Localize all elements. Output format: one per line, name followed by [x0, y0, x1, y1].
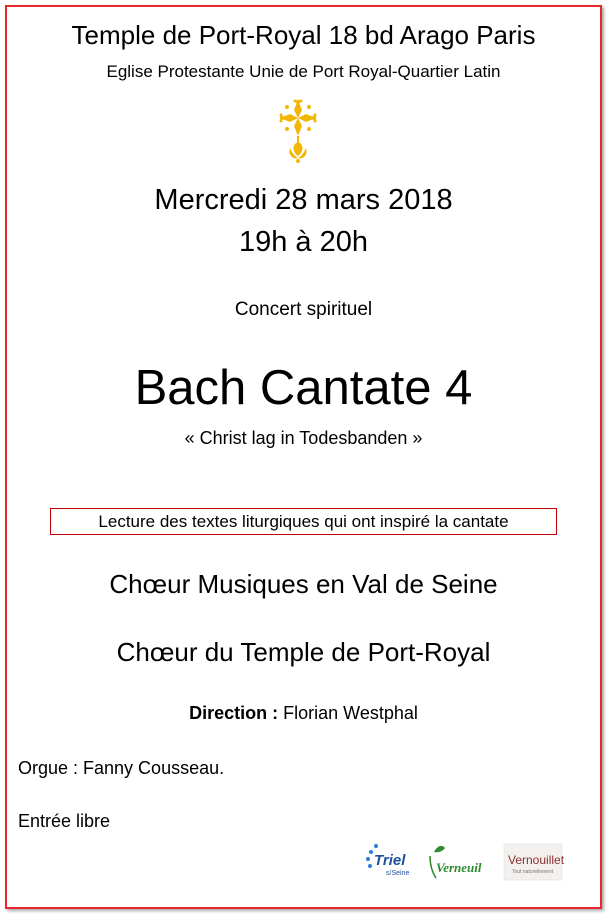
lecture-box: Lecture des textes liturgiques qui ont inspiré la cantate — [50, 508, 557, 535]
triel-text: Triel — [374, 852, 406, 869]
triel-logo — [366, 844, 409, 877]
event-title: Bach Cantate 4 — [134, 361, 473, 415]
event-date: Mercredi 28 mars 2018 — [154, 184, 453, 216]
verneuil-text: Verneuil — [436, 860, 482, 875]
choir-val-de-seine: Chœur Musiques en Val de Seine — [109, 569, 498, 599]
direction-label: Direction : — [189, 703, 279, 723]
entry-info: Entrée libre — [18, 811, 111, 831]
vernouillet-logo — [504, 844, 565, 880]
vernouillet-tagline: Tout naturellement — [512, 869, 554, 875]
huguenot-cross-icon — [278, 98, 318, 166]
choir-port-royal: Chœur du Temple de Port-Royal — [116, 637, 491, 667]
direction-line — [0, 703, 607, 724]
event-time: 19h à 20h — [238, 226, 368, 258]
organ-credit: Orgue : Fanny Cousseau. — [18, 758, 225, 778]
event-type: Concert spirituel — [234, 299, 373, 320]
event-subtitle: « Christ lag in Todesbanden » — [184, 428, 423, 448]
verneuil-logo — [430, 846, 482, 878]
venue-title: Temple de Port-Royal 18 bd Arago Paris — [71, 20, 536, 50]
direction-name: Florian Westphal — [283, 703, 418, 723]
sponsor-logos — [360, 838, 570, 888]
church-name: Eglise Protestante Unie de Port Royal-Quartier Latin — [106, 62, 501, 81]
triel-sub-text: s/Seine — [386, 870, 410, 877]
vernouillet-text: Vernouillet — [508, 853, 565, 867]
